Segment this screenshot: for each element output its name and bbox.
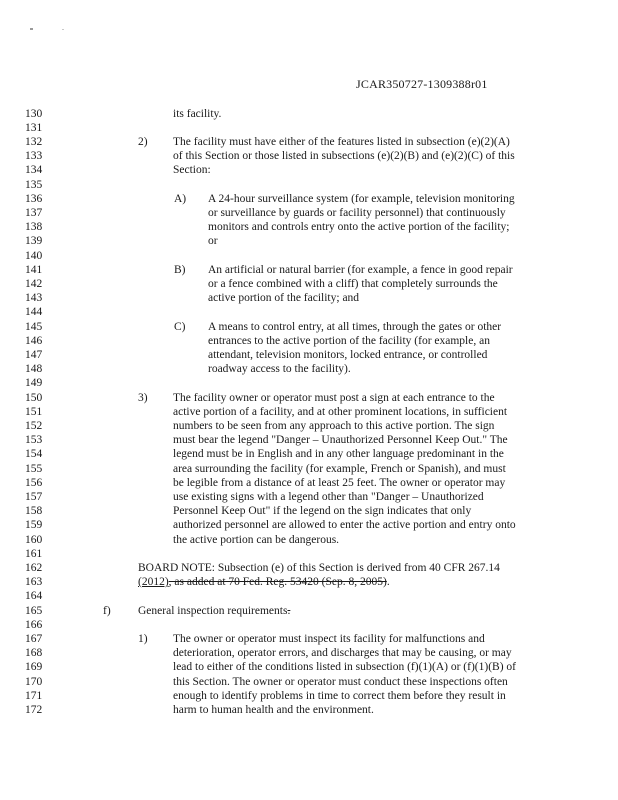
text-line: lead to either of the conditions listed in subsection (f)(1)(A) or (f)(1)(B) of [173,661,516,673]
line-number: 148 [25,363,43,375]
text-line: attendant, television monitors, locked entrance, or controlled [208,349,488,361]
text-line: the active portion can be dangerous. [173,534,340,546]
line-number: 166 [25,619,43,631]
line-number: 154 [25,448,43,460]
document-id-header: JCAR350727-1309388r01 [356,77,488,91]
line-number: 147 [25,349,43,361]
scan-artifact [62,29,64,30]
section-heading [138,604,290,618]
deleted-text: , as added at 70 Fed. Reg. 53420 (Sep. 8, 2005) [168,576,387,588]
line-number: 163 [25,576,43,588]
line-number: 139 [25,235,43,247]
text-line: use existing signs with a legend other than "Danger – Unauthorized [173,491,484,503]
line-number: 131 [25,122,43,134]
line-number: 141 [25,264,43,276]
line-number: 158 [25,505,43,517]
line-number: 136 [25,193,43,205]
text-line: numbers to be seen from any approach to this active portion. The sign [173,420,495,432]
text-line: deterioration, operator errors, and discharges that may be causing, or may [173,647,512,659]
item-label-1: 1) [138,633,148,645]
line-number: 164 [25,590,43,602]
board-note: BOARD NOTE: Subsection (e) of this Section is derived from 40 CFR 267.14 [138,562,500,574]
text-line: harm to human health and the environment. [173,704,374,716]
text-line: enough to identify problems in time to correct them before they result in [173,690,506,702]
scan-artifact [30,28,33,30]
text-line: this Section. The owner or operator must conduct these inspections often [173,676,508,688]
line-number: 134 [25,164,43,176]
board-note-citation [138,575,390,589]
line-number: 170 [25,676,43,688]
line-number: 161 [25,548,43,560]
text-line: Personnel Keep Out" if the legend on the sign indicates that only [173,505,472,517]
line-number: 172 [25,704,43,716]
text-fragment: General inspection requirements [138,605,288,617]
text-line: roadway access to the facility). [208,363,351,375]
line-number: 151 [25,406,43,418]
line-number: 130 [25,108,43,120]
text-line: The owner or operator must inspect its facility for malfunctions and [173,633,485,645]
line-number: 140 [25,250,43,262]
text-line: A 24-hour surveillance system (for example, television monitoring [208,193,515,205]
text-line: be legible from a distance of at least 25 feet. The owner or operator may [173,477,506,489]
line-number: 143 [25,292,43,304]
text-line: or surveillance by guards or facility personnel) that continuously [208,207,506,219]
text-line: Section: [173,164,211,176]
text-line: or a fence combined with a cliff) that completely surrounds the [208,278,498,290]
line-number: 153 [25,434,43,446]
text-line: legend must be in English and in any other language predominant in the [173,448,504,460]
text-line: active portion of the facility; and [208,292,360,304]
line-number: 146 [25,335,43,347]
line-number: 145 [25,321,43,333]
line-number: 150 [25,392,43,404]
line-number: 167 [25,633,43,645]
text-line: or [208,235,218,247]
line-number: 165 [25,605,43,617]
text-line: monitors and controls entry onto the active portion of the facility; [208,221,510,233]
item-label-a: A) [174,193,187,205]
text-line: its facility. [173,108,222,120]
item-label-c: C) [174,321,186,333]
text-fragment: . [386,576,390,588]
line-number: 144 [25,306,43,318]
line-number: 156 [25,477,43,489]
line-number: 152 [25,420,43,432]
item-label-2: 2) [138,136,148,148]
line-number: 132 [25,136,43,148]
line-number: 171 [25,690,43,702]
text-line: The facility owner or operator must post a sign at each entrance to the [173,392,495,404]
text-line: must bear the legend "Danger – Unauthorized Personnel Keep Out." The [173,434,508,446]
line-number: 159 [25,519,43,531]
line-number: 157 [25,491,43,503]
text-line: An artificial or natural barrier (for example, a fence in good repair [208,264,513,276]
line-number: 168 [25,647,43,659]
text-line: authorized personnel are allowed to enter the active portion and entry onto [173,519,516,531]
line-number: 138 [25,221,43,233]
line-number: 169 [25,661,43,673]
line-number: 149 [25,377,43,389]
line-number: 162 [25,562,43,574]
line-number: 160 [25,534,43,546]
inserted-text: (2012) [138,576,169,588]
line-number: 142 [25,278,43,290]
line-number: 155 [25,463,43,475]
line-number: 135 [25,179,43,191]
text-line: active portion of a facility, and at other prominent locations, in sufficient [173,406,508,418]
text-line: A means to control entry, at all times, through the gates or other [208,321,502,333]
deleted-text: . [287,605,291,617]
text-line: The facility must have either of the features listed in subsection (e)(2)(A) [173,136,510,148]
text-line: area surrounding the facility (for example, French or Spanish), and must [173,463,506,475]
text-line: entrances to the active portion of the facility (for example, an [208,335,490,347]
section-label-f: f) [103,605,111,617]
line-number: 137 [25,207,43,219]
text-line: of this Section or those listed in subsections (e)(2)(B) and (e)(2)(C) of this [173,150,515,162]
item-label-3: 3) [138,392,148,404]
line-number: 133 [25,150,43,162]
item-label-b: B) [174,264,186,276]
